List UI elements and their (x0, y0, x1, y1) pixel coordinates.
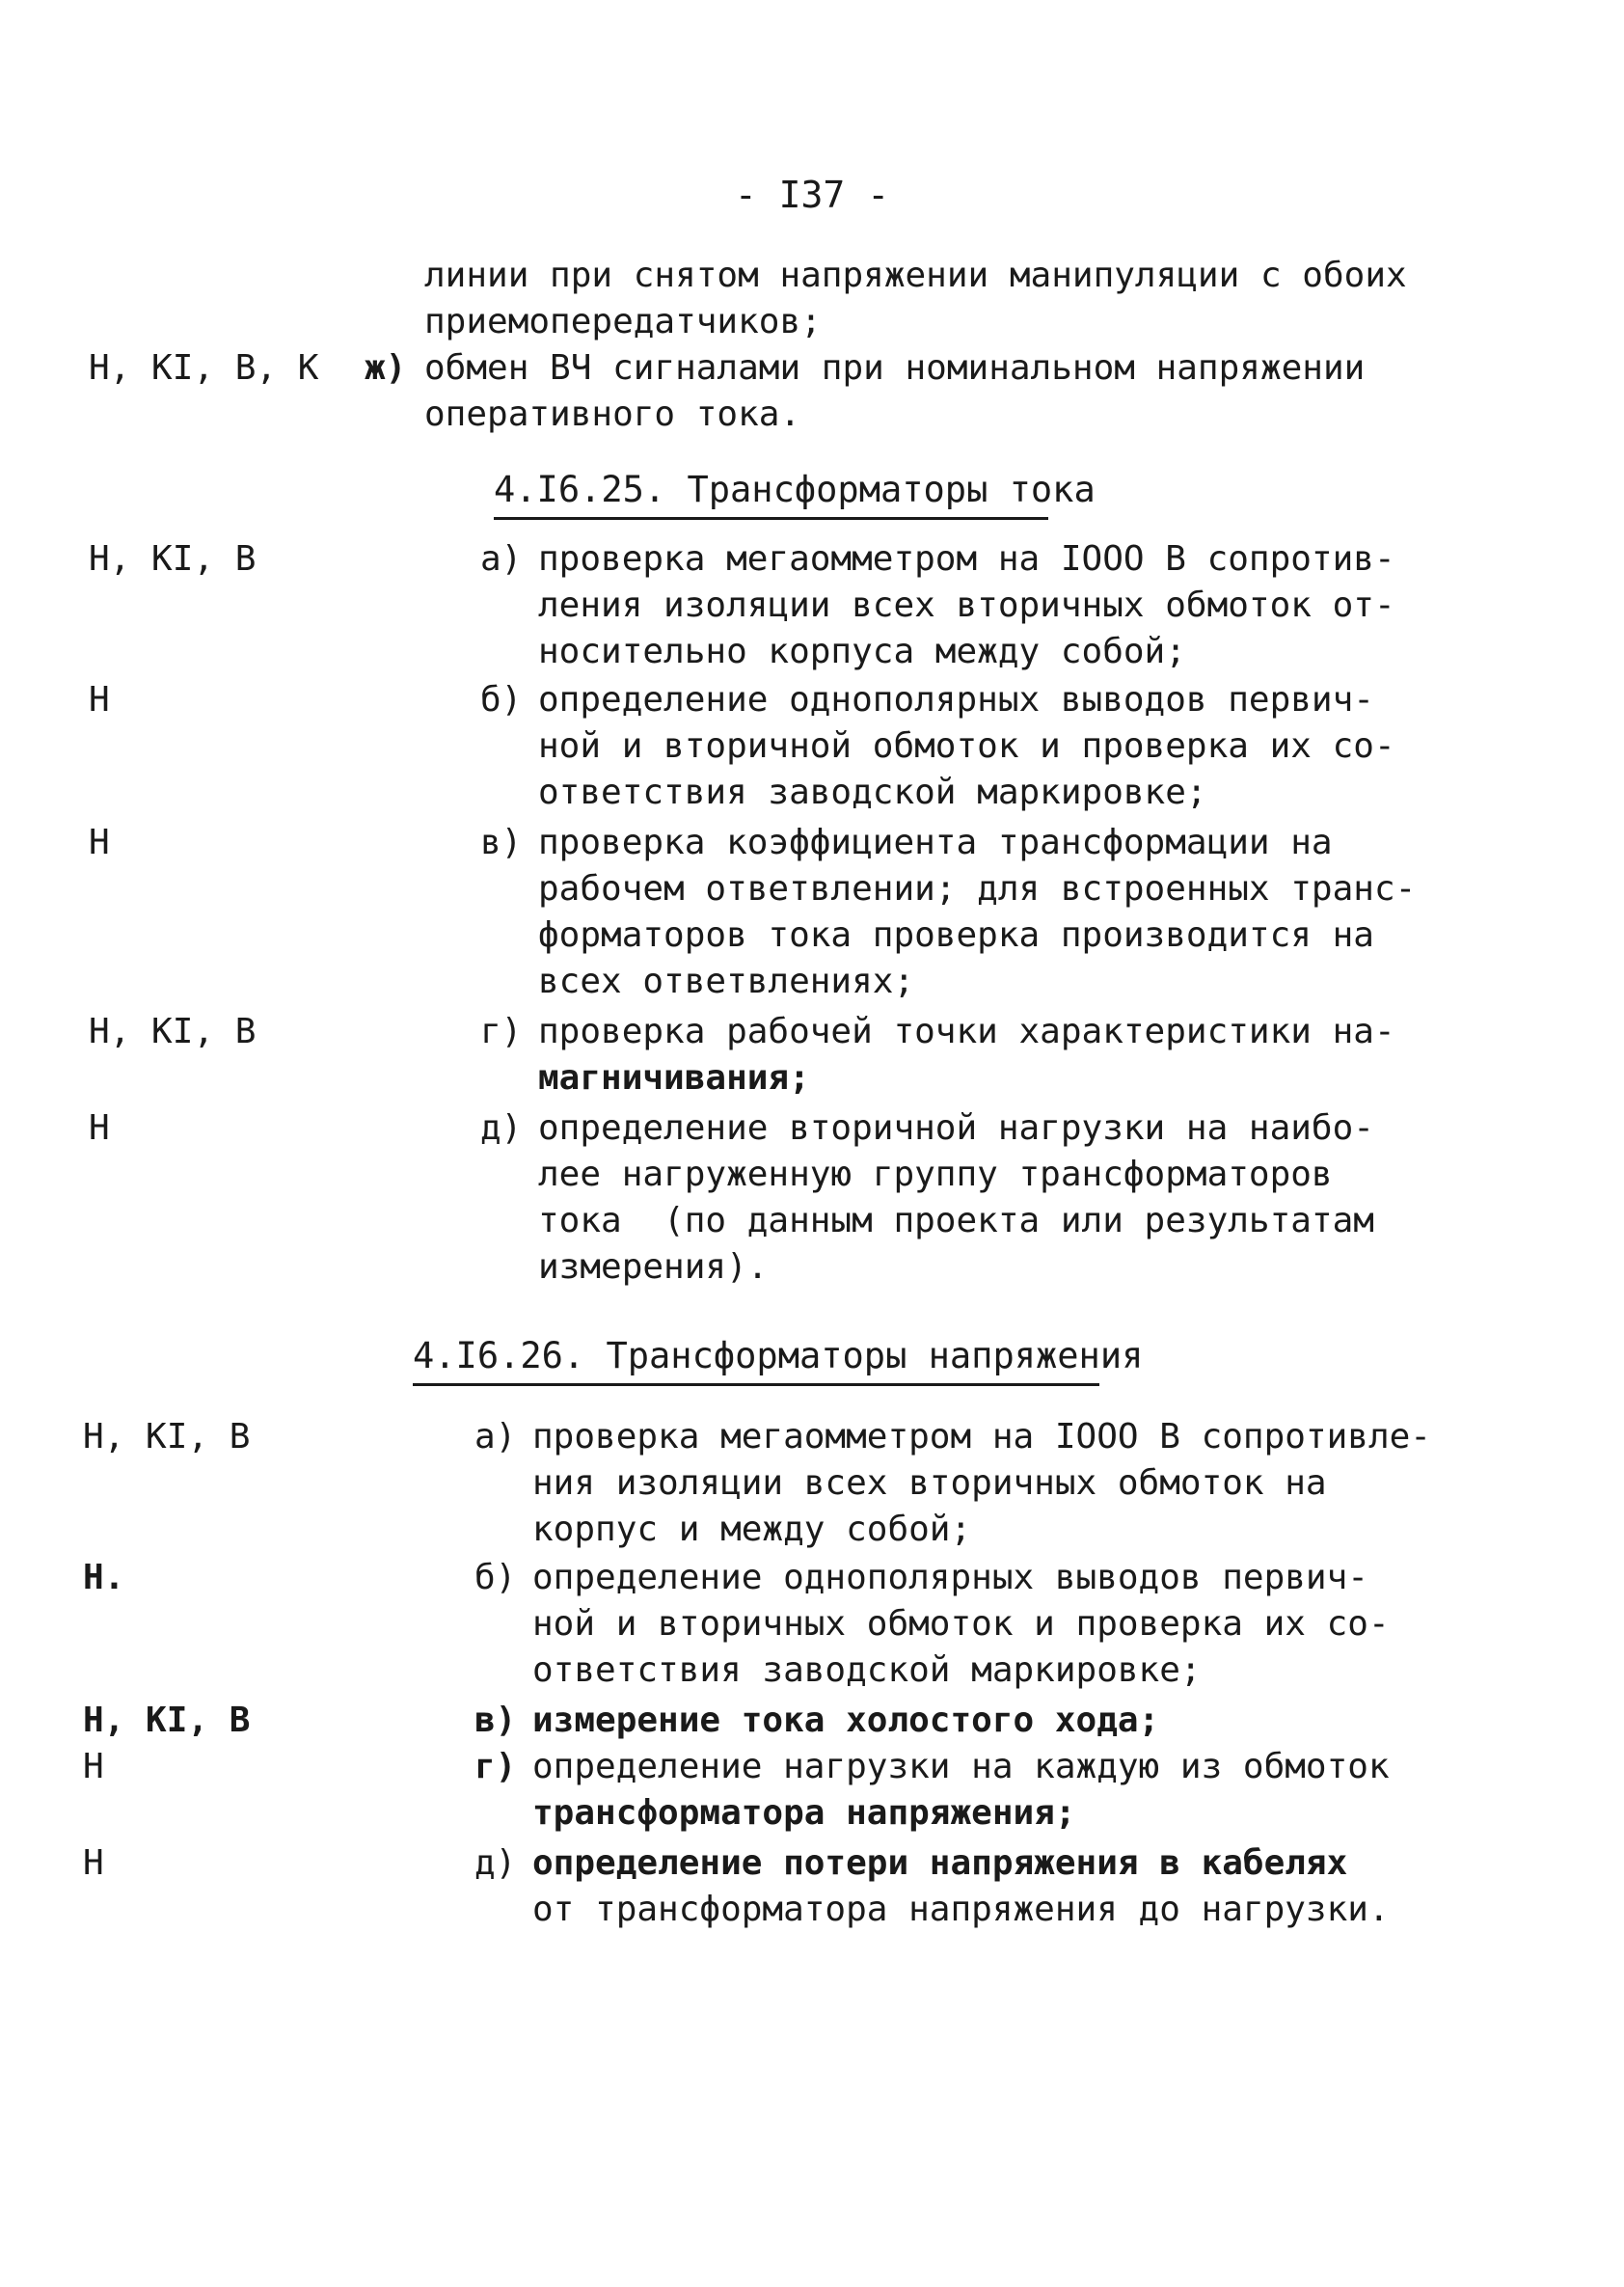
item-text-line: проверка мегаомметром на IOOO В сопротив- (538, 539, 1395, 579)
item-text-line: магничивания; (538, 1058, 810, 1098)
item-text-line: от трансформатора напряжения до нагрузки. (532, 1890, 1390, 1929)
item-letter: д) (480, 1108, 523, 1148)
item-letter: б) (474, 1558, 517, 1597)
item-text-line: проверка рабочей точки характеристики на- (538, 1012, 1395, 1051)
item-text-line: ления изоляции всех вторичных обмоток от- (538, 585, 1395, 625)
item-text-line: всех ответвлениях; (538, 962, 915, 1001)
item-text-line: оперативного тока. (424, 395, 801, 434)
item-text-line: ния изоляции всех вторичных обмоток на (532, 1463, 1327, 1503)
item-text-line: ной и вторичной обмоток и проверка их со- (538, 726, 1395, 766)
item-text-line: тока (по данным проекта или результатам (538, 1201, 1374, 1240)
item-text-line: рабочем ответвлении; для встроенных транс- (538, 869, 1417, 909)
item-codes: Н, КI, В (83, 1701, 251, 1740)
item-text-line: форматоров тока проверка производится на (538, 915, 1374, 955)
item-text-line: проверка коэффициента трансформации на (538, 823, 1333, 862)
item-text-line: носительно корпуса между собой; (538, 632, 1186, 671)
item-text-line: корпус и между собой; (532, 1510, 972, 1549)
section-heading: 4.I6.25. Трансформаторы тока (494, 469, 1096, 510)
item-text-line: измерения). (538, 1247, 769, 1287)
item-codes: Н (89, 1108, 110, 1148)
item-text-line: ной и вторичных обмоток и проверка их со- (532, 1604, 1390, 1644)
item-codes: Н, КI, В, К (89, 348, 319, 388)
item-letter: в) (480, 823, 523, 862)
item-letter: г) (480, 1012, 523, 1051)
item-text-line: ответствия заводской маркировке; (538, 773, 1207, 812)
item-codes: Н (89, 680, 110, 720)
item-text-line: определение потери напряжения в кабелях (532, 1843, 1348, 1883)
item-codes: Н (83, 1843, 104, 1883)
heading-underline (413, 1383, 1099, 1386)
item-codes: Н, КI, В (89, 1012, 257, 1051)
item-text-line: измерение тока холостого хода; (532, 1701, 1160, 1740)
page-number: - I37 - (734, 174, 890, 216)
item-text-line: определение вторичной нагрузки на наибо- (538, 1108, 1374, 1148)
item-codes: Н, КI, В (83, 1417, 251, 1457)
item-text-line: проверка мегаомметром на IOOO В сопротивле- (532, 1417, 1431, 1457)
item-codes: Н (83, 1747, 104, 1786)
item-text-line: лее нагруженную группу трансформаторов (538, 1155, 1333, 1194)
item-text-line: обмен ВЧ сигналами при номинальном напряжении (424, 348, 1366, 388)
item-letter: б) (480, 680, 523, 720)
item-letter: д) (474, 1843, 517, 1883)
item-text-line: определение нагрузки на каждую из обмоток (532, 1747, 1390, 1786)
continuation-line: приемопередатчиков; (424, 302, 822, 341)
item-text-line: определение однополярных выводов первич- (538, 680, 1374, 720)
item-letter: ж) (365, 348, 407, 388)
item-codes: Н (89, 823, 110, 862)
heading-underline (494, 517, 1048, 520)
item-codes: Н. (83, 1558, 125, 1597)
section-heading: 4.I6.26. Трансформаторы напряжения (413, 1335, 1144, 1376)
continuation-line: линии при снятом напряжении манипуляции с обоих (424, 256, 1407, 295)
item-letter: в) (474, 1701, 517, 1740)
item-text-line: определение однополярных выводов первич- (532, 1558, 1368, 1597)
item-codes: Н, КI, В (89, 539, 257, 579)
item-text-line: трансформатора напряжения; (532, 1793, 1076, 1833)
item-letter: а) (474, 1417, 517, 1457)
item-letter: а) (480, 539, 523, 579)
item-letter: г) (474, 1747, 517, 1786)
item-text-line: ответствия заводской маркировке; (532, 1650, 1202, 1690)
